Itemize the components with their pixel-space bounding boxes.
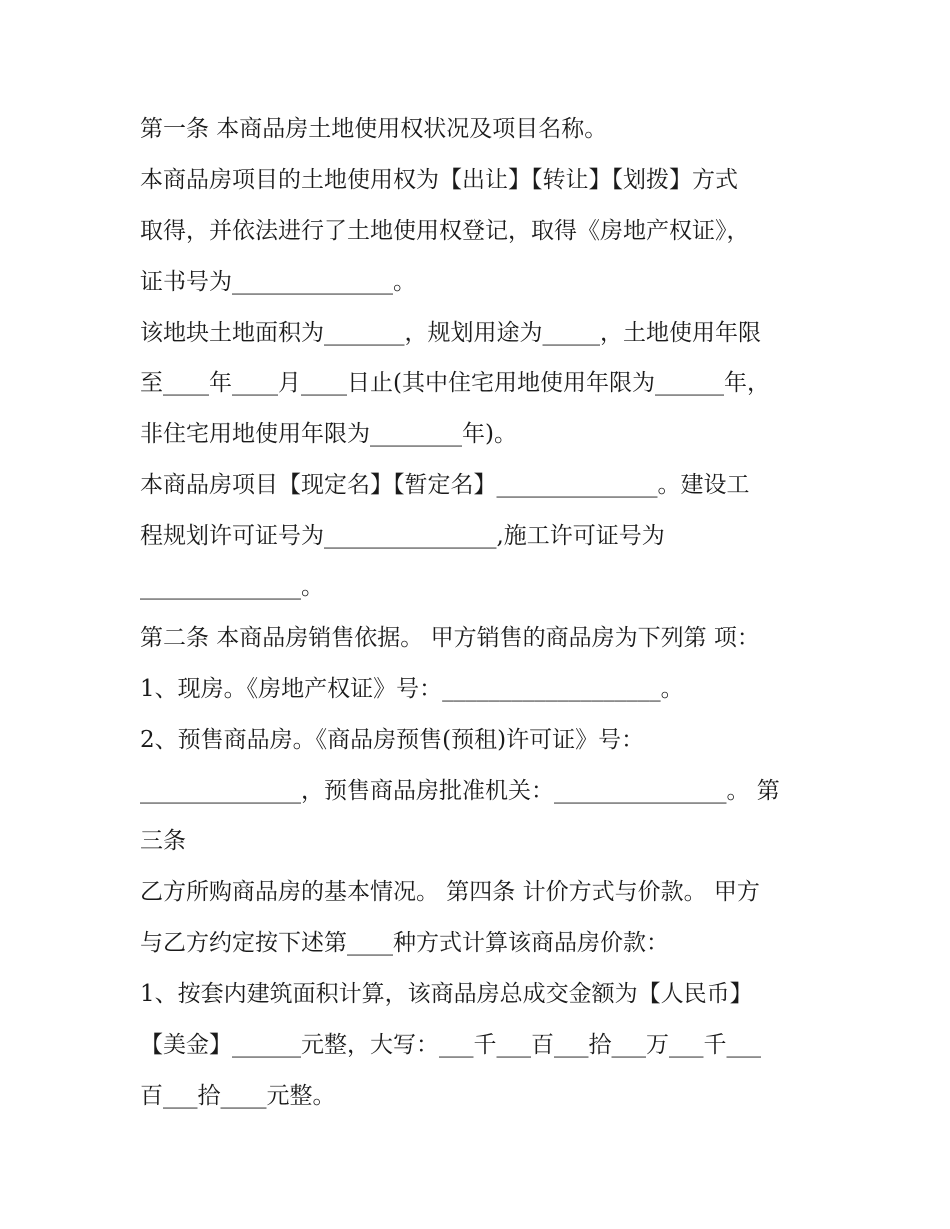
article-2-heading: 第二条 本商品房销售依据。 甲方销售的商品房为下列第 项：	[140, 624, 760, 651]
paragraph-line: 至____年____月____日止(其中住宅用地使用年限为______年，	[140, 370, 770, 397]
paragraph-line: 取得，并依法进行了土地使用权登记，取得《房地产权证》，	[140, 217, 750, 244]
paragraph-line: 程规划许可证号为_______________,施工许可证号为	[140, 523, 665, 550]
paragraph-line: 本商品房项目的土地使用权为【出让】【转让】【划拨】方式	[140, 166, 738, 193]
paragraph-line: ______________。	[140, 574, 324, 601]
paragraph-line: 与乙方约定按下述第____种方式计算该商品房价款：	[140, 930, 669, 957]
paragraph-line: ______________，预售商品房批准机关：_______________。 第	[140, 777, 780, 804]
paragraph-line: 【美金】______元整，大写：___千___百___拾___万___千___	[140, 1032, 761, 1059]
paragraph-line: 本商品房项目【现定名】【暂定名】______________。建设工	[140, 472, 750, 499]
list-item: 1、现房。《房地产权证》号：___________________。	[140, 675, 684, 702]
paragraph-line: 乙方所购商品房的基本情况。 第四条 计价方式与价款。 甲方	[140, 879, 760, 906]
document-body	[140, 104, 820, 1122]
paragraph-line: 百___拾____元整。	[140, 1082, 336, 1109]
paragraph-line: 证书号为______________。	[140, 268, 416, 295]
list-item: 1、按套内建筑面积计算，该商品房总成交金额为【人民币】	[140, 981, 753, 1008]
list-item: 2、预售商品房。《商品房预售(预租)许可证》号：	[140, 726, 645, 753]
paragraph-line: 非住宅用地使用年限为________年)。	[140, 421, 517, 448]
paragraph-line: 该地块土地面积为_______，规划用途为_____，土地使用年限	[140, 319, 761, 346]
article-1-heading: 第一条 本商品房土地使用权状况及项目名称。	[140, 116, 608, 142]
paragraph-line: 三条	[140, 828, 186, 855]
